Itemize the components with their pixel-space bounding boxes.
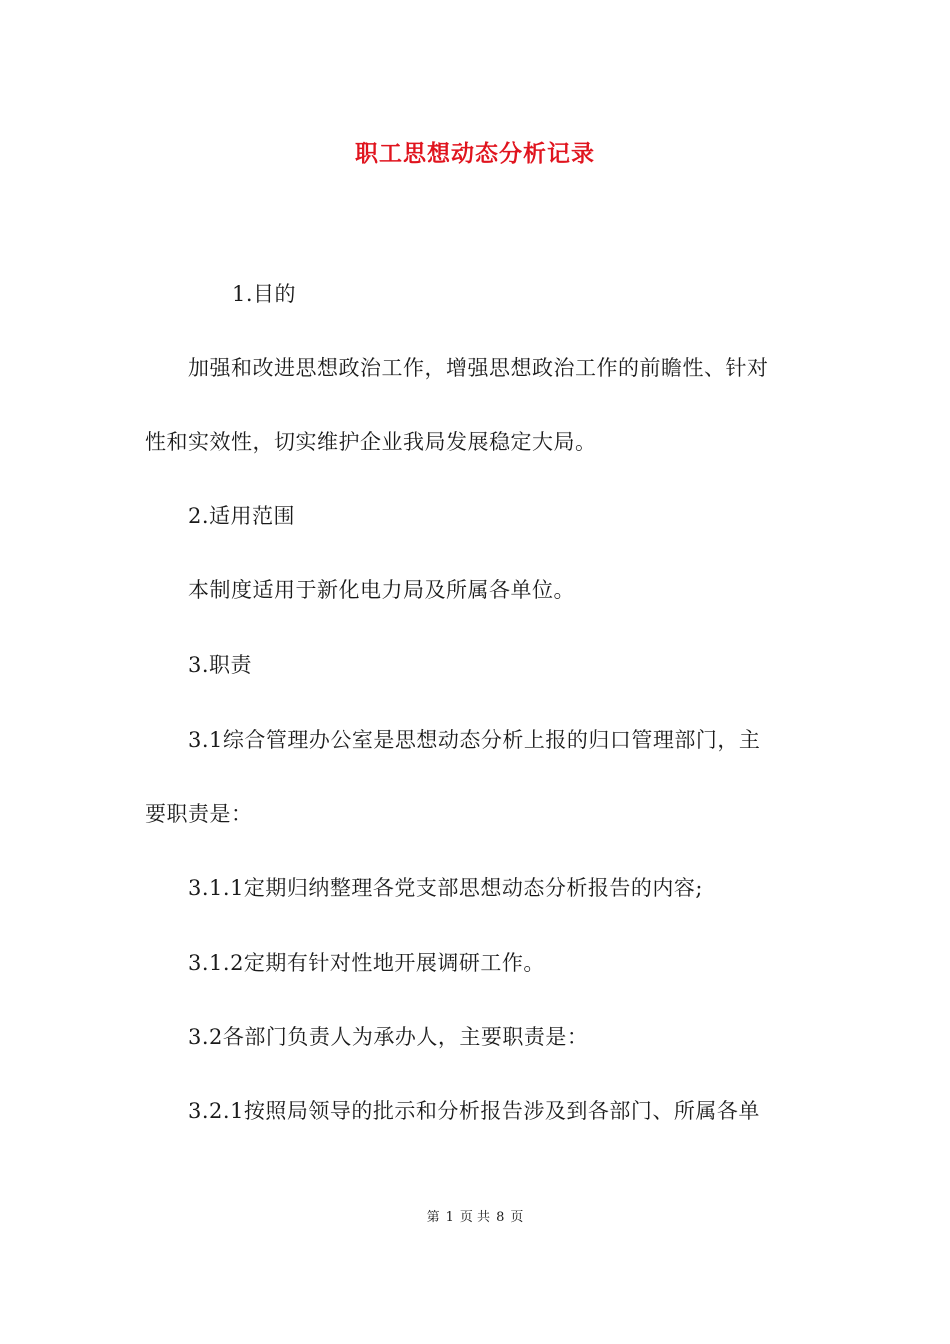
page-number-footer xyxy=(0,1208,950,1228)
paragraph-line: 加强和改进思想政治工作，增强思想政治工作的前瞻性、针对 xyxy=(188,356,769,380)
paragraph-line: 3.2.1按照局领导的批示和分析报告涉及到各部门、所属各单 xyxy=(188,1099,760,1123)
footer-middle: 页 共 xyxy=(459,1210,491,1225)
paragraph-line: 性和实效性，切实维护企业我局发展稳定大局。 xyxy=(145,430,597,454)
document-title: 职工思想动态分析记录 xyxy=(355,140,595,167)
footer-current-page: 1 xyxy=(445,1210,454,1225)
paragraph-line: 3.2各部门负责人为承办人，主要职责是： xyxy=(188,1025,589,1049)
section-heading-purpose: 1.目的 xyxy=(232,282,297,306)
paragraph-line: 要职责是： xyxy=(145,802,253,826)
section-heading-scope: 2.适用范围 xyxy=(188,504,296,528)
paragraph-line: 本制度适用于新化电力局及所属各单位。 xyxy=(188,578,575,602)
paragraph-line: 3.1.2定期有针对性地开展调研工作。 xyxy=(188,951,545,975)
section-heading-duties: 3.职责 xyxy=(188,653,253,677)
footer-prefix: 第 xyxy=(426,1210,440,1225)
paragraph-line: 3.1.1定期归纳整理各党支部思想动态分析报告的内容; xyxy=(188,876,704,900)
paragraph-line: 3.1综合管理办公室是思想动态分析上报的归口管理部门，主 xyxy=(188,728,761,752)
footer-total-pages: 8 xyxy=(496,1210,505,1225)
footer-suffix: 页 xyxy=(510,1210,524,1225)
